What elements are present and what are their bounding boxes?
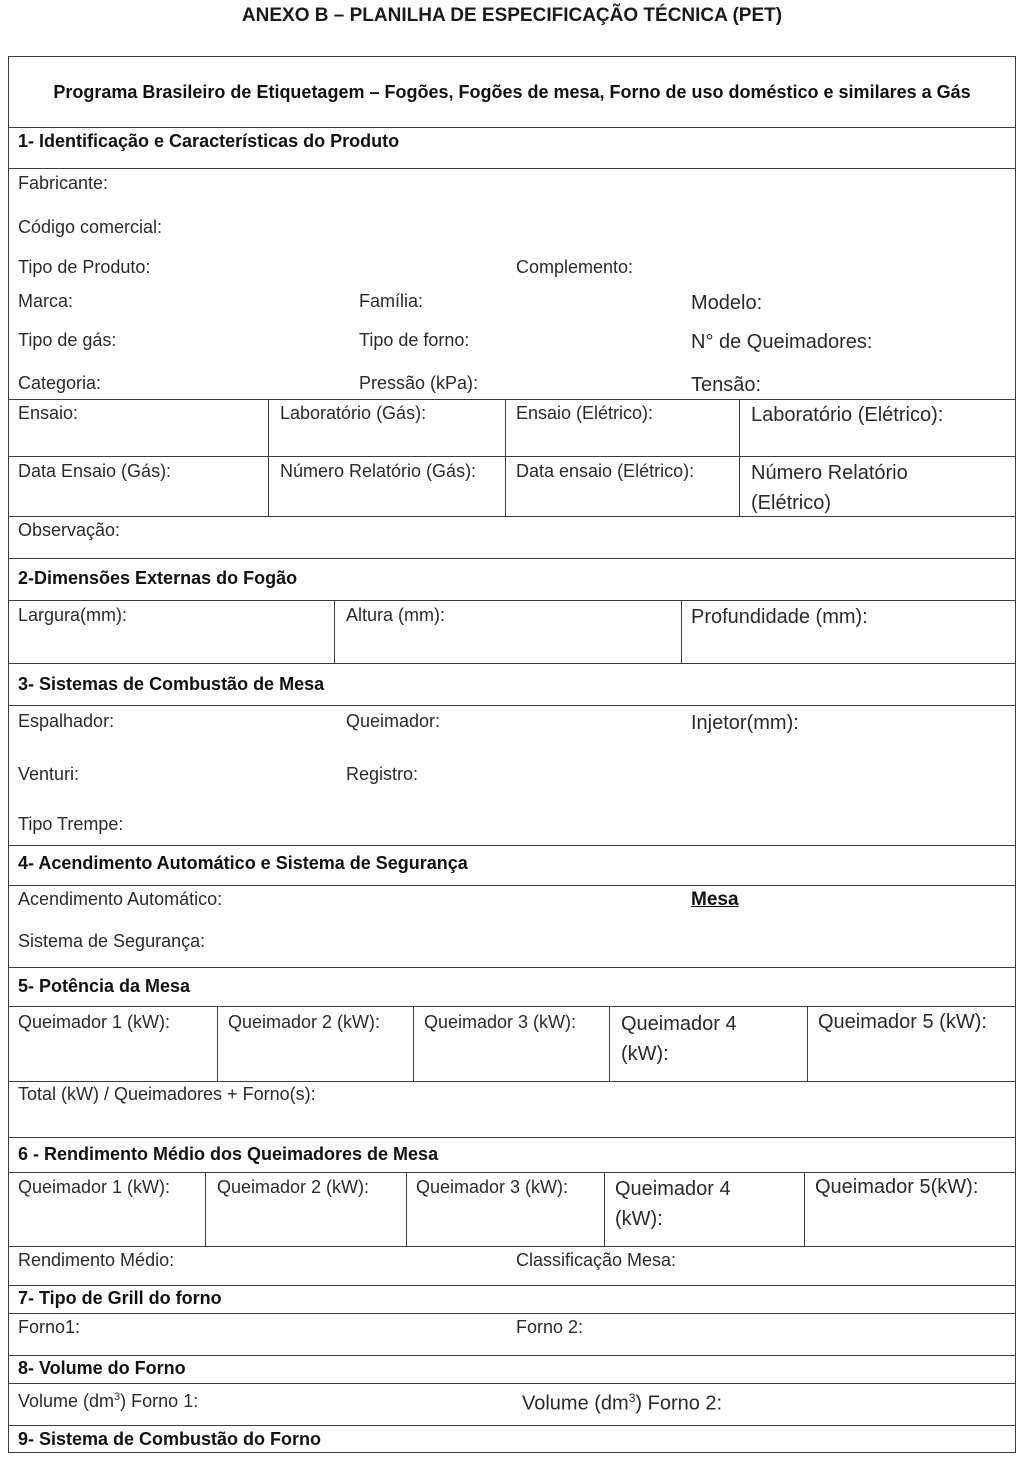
numero-relatorio-gas-field[interactable]: Número Relatório (Gás): [280, 461, 477, 481]
section-9-heading: 9- Sistema de Combustão do Forno [18, 1429, 322, 1449]
observacao-field[interactable]: Observação: [18, 520, 121, 540]
largura-field[interactable]: Largura(mm): [18, 605, 128, 625]
potencia-queimador-4-field[interactable]: Queimador 4 (kW): [621, 1013, 737, 1065]
section-6-heading: 6 - Rendimento Médio dos Queimadores de Mesa [18, 1144, 439, 1164]
pressao-field[interactable]: Pressão (kPa): [359, 373, 479, 393]
section-4-heading: 4- Acendimento Automático e Sistema de Segurança [18, 853, 468, 873]
rule [8, 399, 1016, 400]
form-frame [8, 56, 1016, 1453]
section-2-heading: 2-Dimensões Externas do Fogão [18, 568, 298, 588]
rule [8, 705, 1016, 706]
grill-forno-2-field[interactable]: Forno 2: [516, 1317, 584, 1337]
rule [8, 663, 1016, 664]
queimador-field[interactable]: Queimador: [346, 711, 441, 731]
volume-exponent: 3 [628, 1391, 636, 1405]
altura-field[interactable]: Altura (mm): [346, 605, 445, 625]
tipo-forno-field[interactable]: Tipo de forno: [359, 330, 470, 350]
rendimento-queimador-5-field[interactable]: Queimador 5(kW): [815, 1176, 979, 1198]
rule [8, 967, 1016, 968]
program-title: Programa Brasileiro de Etiquetagem – Fogões, Fogões de mesa, Forno de uso doméstico e similares a Gás [53, 82, 971, 102]
rule [8, 1355, 1016, 1356]
document-title: ANEXO B – PLANILHA DE ESPECIFICAÇÃO TÉCNICA (PET) [241, 5, 783, 26]
volume-forno-2-suffix: ) Forno 2: [635, 1392, 723, 1415]
modelo-field[interactable]: Modelo: [691, 292, 763, 314]
rule [8, 1172, 1016, 1173]
venturi-field[interactable]: Venturi: [18, 764, 80, 784]
data-ensaio-eletrico-field[interactable]: Data ensaio (Elétrico): [516, 461, 695, 481]
espalhador-field[interactable]: Espalhador: [18, 711, 115, 731]
profundidade-field[interactable]: Profundidade (mm): [691, 606, 868, 628]
rule [8, 1006, 1016, 1007]
familia-field[interactable]: Família: [359, 291, 424, 311]
rule [8, 168, 1016, 169]
section-1-heading: 1- Identificação e Características do Produto [18, 131, 400, 151]
section-3-heading: 3- Sistemas de Combustão de Mesa [18, 674, 325, 694]
numero-relatorio-eletrico-field[interactable]: Número Relatório (Elétrico) [751, 462, 908, 514]
potencia-queimador-2-field[interactable]: Queimador 2 (kW): [228, 1012, 381, 1032]
numero-queimadores-field[interactable]: N° de Queimadores: [691, 331, 873, 353]
rule [804, 1172, 805, 1246]
section-8-heading: 8- Volume do Forno [18, 1358, 186, 1378]
rendimento-queimador-3-field[interactable]: Queimador 3 (kW): [416, 1177, 569, 1197]
volume-forno-2-prefix: Volume (dm [522, 1392, 629, 1415]
data-ensaio-gas-field[interactable]: Data Ensaio (Gás): [18, 461, 172, 481]
rendimento-queimador-2-field[interactable]: Queimador 2 (kW): [217, 1177, 370, 1197]
mesa-label: Mesa [691, 889, 739, 910]
rule [807, 1006, 808, 1081]
volume-forno-2-field[interactable] [522, 1385, 722, 1418]
codigo-comercial-field[interactable]: Código comercial: [18, 217, 163, 237]
volume-exponent: 3 [114, 1391, 121, 1403]
tipo-trempe-field[interactable]: Tipo Trempe: [18, 814, 124, 834]
volume-forno-1-suffix: ) Forno 1: [120, 1391, 199, 1411]
rule [8, 1313, 1016, 1314]
tensao-field[interactable]: Tensão: [691, 374, 762, 396]
complemento-field[interactable]: Complemento: [516, 257, 634, 277]
rule [406, 1172, 407, 1246]
potencia-queimador-1-field[interactable]: Queimador 1 (kW): [18, 1012, 171, 1032]
rule [268, 399, 269, 516]
rule [609, 1006, 610, 1081]
registro-field[interactable]: Registro: [346, 764, 419, 784]
tipo-gas-field[interactable]: Tipo de gás: [18, 330, 117, 350]
injetor-field[interactable]: Injetor(mm): [691, 712, 799, 734]
rule [8, 1425, 1016, 1426]
potencia-total-field[interactable]: Total (kW) / Queimadores + Forno(s): [18, 1084, 316, 1104]
potencia-queimador-3-field[interactable]: Queimador 3 (kW): [424, 1012, 577, 1032]
rule [8, 558, 1016, 559]
rule [739, 399, 740, 516]
rule [334, 600, 335, 663]
rendimento-queimador-1-field[interactable]: Queimador 1 (kW): [18, 1177, 171, 1197]
rule [217, 1006, 218, 1081]
sistema-seguranca-field[interactable]: Sistema de Segurança: [18, 931, 206, 951]
laboratorio-gas-field[interactable]: Laboratório (Gás): [280, 403, 427, 423]
acendimento-automatico-field[interactable]: Acendimento Automático: [18, 889, 223, 909]
rule [8, 600, 1016, 601]
volume-forno-1-prefix: Volume (dm [18, 1391, 115, 1411]
rule [604, 1172, 605, 1246]
marca-field[interactable]: Marca: [18, 291, 74, 311]
rendimento-medio-field[interactable]: Rendimento Médio: [18, 1250, 175, 1270]
rule [413, 1006, 414, 1081]
laboratorio-eletrico-field[interactable]: Laboratório (Elétrico): [751, 404, 944, 426]
tipo-produto-field[interactable]: Tipo de Produto: [18, 257, 151, 277]
section-7-heading: 7- Tipo de Grill do forno [18, 1288, 222, 1308]
rule [8, 1285, 1016, 1286]
section-5-heading: 5- Potência da Mesa [18, 976, 191, 996]
volume-forno-1-field[interactable] [18, 1384, 198, 1415]
ensaio-field[interactable]: Ensaio: [18, 403, 79, 423]
grill-forno-1-field[interactable]: Forno1: [18, 1317, 81, 1337]
fabricante-field[interactable]: Fabricante: [18, 173, 109, 193]
rule [8, 845, 1016, 846]
rendimento-queimador-4-field[interactable]: Queimador 4 (kW): [615, 1178, 731, 1230]
ensaio-eletrico-field[interactable]: Ensaio (Elétrico): [516, 403, 654, 423]
rule [205, 1172, 206, 1246]
rule [8, 456, 1016, 457]
rule [8, 1137, 1016, 1138]
categoria-field[interactable]: Categoria: [18, 373, 102, 393]
classificacao-mesa-field[interactable]: Classificação Mesa: [516, 1250, 677, 1270]
rule [681, 600, 682, 663]
rule [8, 127, 1016, 128]
potencia-queimador-5-field[interactable]: Queimador 5 (kW): [818, 1011, 987, 1033]
rule [505, 399, 506, 516]
